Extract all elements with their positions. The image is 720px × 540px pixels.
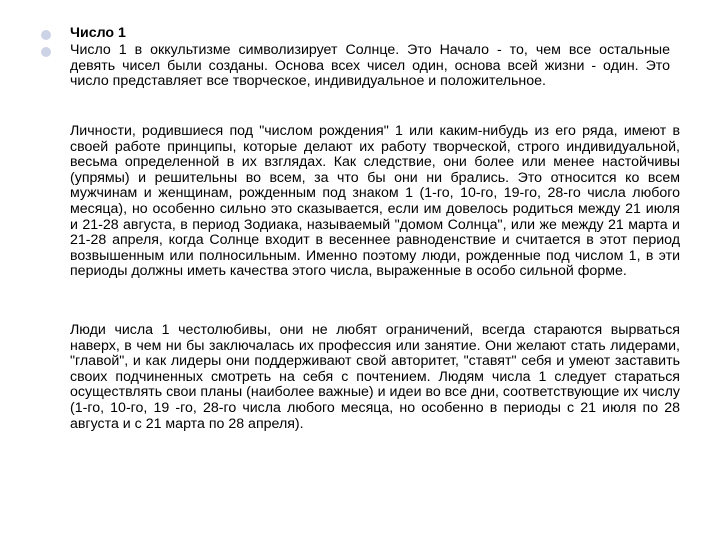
traits-paragraph: Люди числа 1 честолюбивы, они не любят ограничений, всегда стараются вырваться наверх, в чем ни бы заключалась их профессия или занятие. Они желают стать лидерами, "главой", и как лидеры они поддерживают свой авторитет, "ставят" себя и умеют заставить своих подчиненных смотреть на себя с почтением. Людям числа 1 следует стараться осуществлять свои планы (наиболее важные) и идеи во все дни, соответствующие их числу (1-го, 10-го, 19 -го, 28-го числа любого месяца, но особенно в периоды с 21 июля по 28 августа и с 21 марта по 28 апреля). xyxy=(70,322,680,432)
birth-number-paragraph: Личности, родившиеся под "числом рождения" 1 или каким-нибудь из его ряда, имеют в своей работе принципы, которые делают их работу творческой, строго индивидуальной, весьма определенной в их взглядах. Как следствие, они более или менее настойчивы (упрямы) и решительны во всем, за что бы они ни брались. Это относится ко всем мужчинам и женщинам, рожденным под знаком 1 (1-го, 10-го, 19-го, 28-го числа любого месяца), но особенно сильно это сказывается, если им довелось родиться между 21 июля и 21-28 августа, в период Зодиака, называемый "домом Солнца", или же между 21 марта и 21-28 апреля, когда Солнце входит в весеннее равноденствие и считается в этот период возвышенным или полносильным. Именно поэтому люди, рожденные под числом 1, в эти периоды должны иметь качества этого числа, выраженные в особо сильной форме. xyxy=(70,123,680,280)
bullet-icon xyxy=(41,47,51,57)
slide-heading: Число 1 xyxy=(70,25,126,41)
bullet-icon xyxy=(41,30,51,40)
intro-paragraph: Число 1 в оккультизме символизирует Солнце. Это Начало - то, чем все остальные девять чисел были созданы. Основа всех чисел один, основа всей жизни - один. Это число представляет все творческое, индивидуальное и положительное. xyxy=(70,42,670,90)
